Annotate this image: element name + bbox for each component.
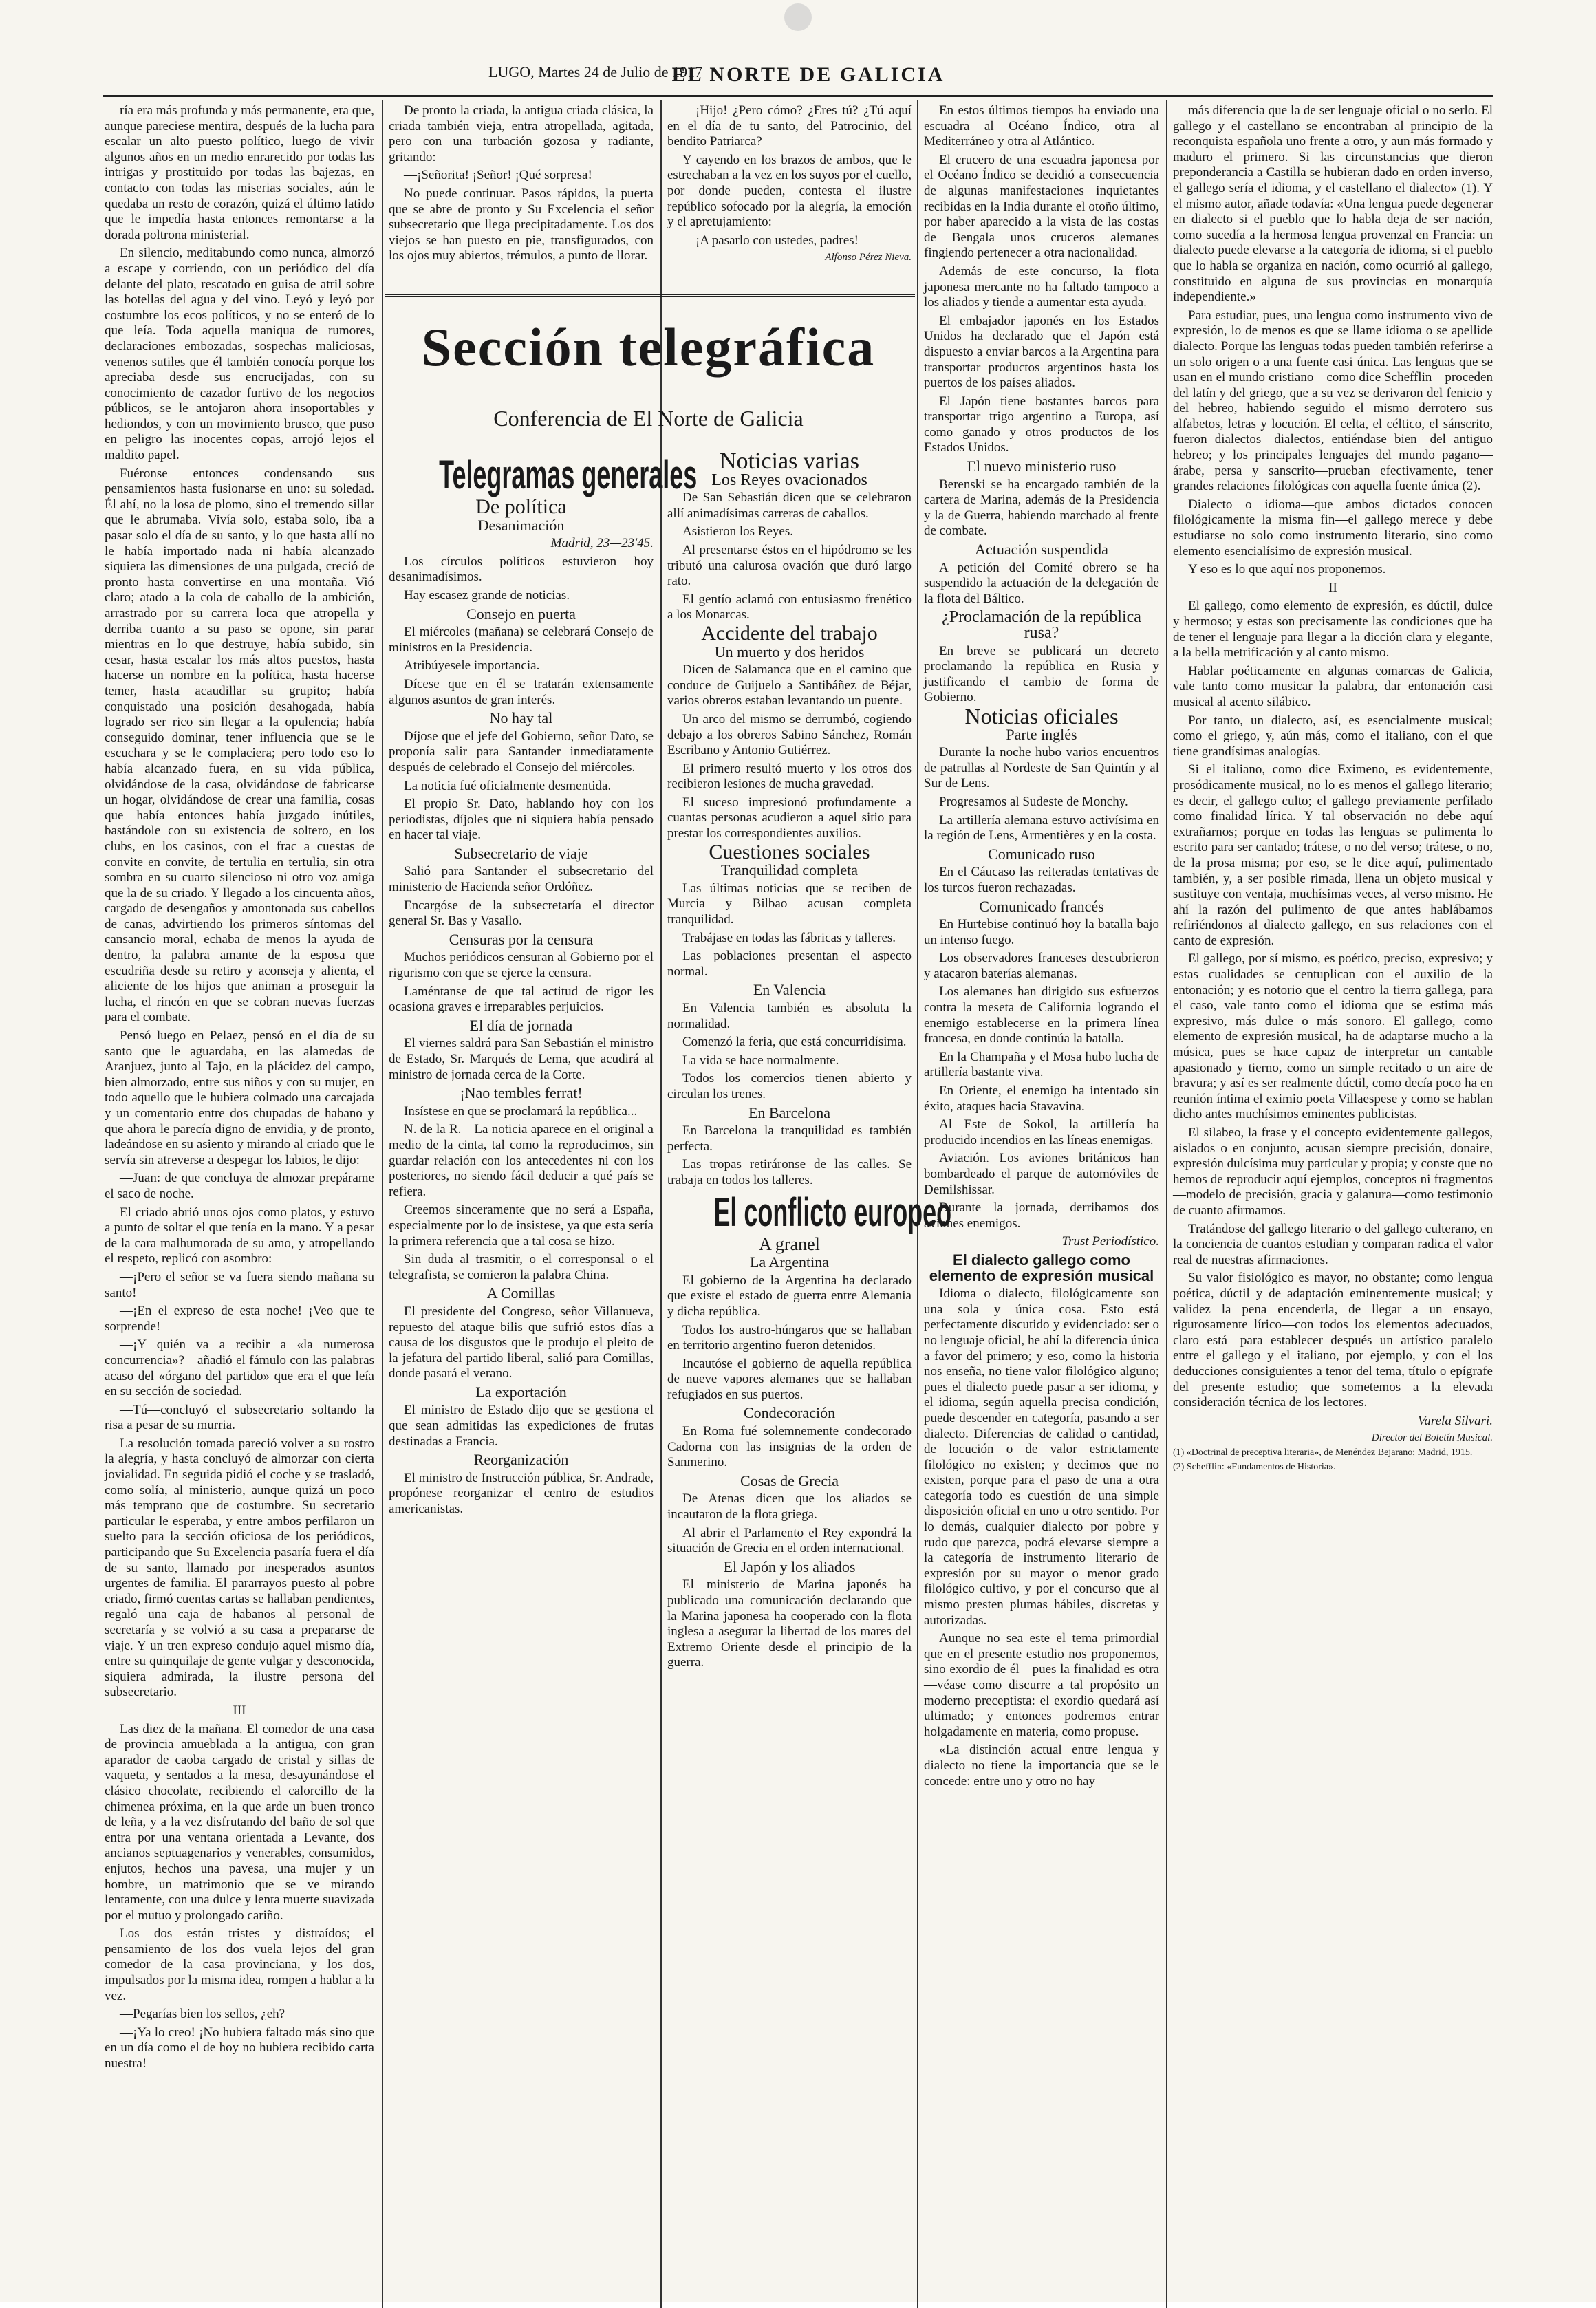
paragraph: Las poblaciones presentan el aspecto normal. [667,949,912,979]
paragraph: De San Sebastián dicen que se celebraron allí animadísimas carreras de caballos. [667,490,912,521]
subheading: Tranquilidad completa [721,861,858,879]
paragraph: En Hurtebise continuó hoy la batalla bajo un intenso fuego. [924,917,1159,947]
subheading: Los Reyes ovacionados [711,471,867,489]
paragraph: Y eso es lo que aquí nos proponemos. [1188,562,1386,577]
paragraph: Aviación. Los aviones británicos han bombardeado el parque de automóviles de Demilshissar. [924,1151,1159,1197]
paragraph: El suceso impresionó profundamente a cuantas personas acudieron a aquel sitio para prestar los correspondientes auxilios. [667,795,912,841]
paragraph: El ministerio de Marina japonés ha publicado una comunicación declarando que la Marina japonesa ha cooperado con la flota inglesa a asegurar la libertad de los mares del Extremo Oriente desde el principio de la guerra. [667,1577,912,1670]
subheading: La exportación [475,1383,567,1401]
paragraph: Pensó luego en Pelaez, pensó en el día de su santo que le aguardaba, en las alamedas de Aranjuez, junto al Tajo, en la plácidez del campo, bien almorzado, entre sus niños y con su mujer, en todo aquello que le hubiera colmado una carcajada y un comentario entre dos chupadas de habano y que ahora le parecía digno de envidia, y de pronto, ladeándose en su asiento y mirando al criado que le servía sin atreverse a despegar los labios, le dijo: [105,1028,374,1167]
subheading: Consejo en puerta [466,605,576,623]
column-3 [667,449,952,2277]
subheading: Actuación suspendida [975,541,1108,559]
subheading: Condecoración [743,1404,836,1422]
paragraph: El ministro de Instrucción pública, Sr. Andrade, propónese reorganizar el centro de estudios americanistas. [389,1470,654,1517]
header-paper-title: EL NORTE DE GALICIA [671,63,945,86]
subheading: Noticias varias [720,449,859,474]
paragraph: El viernes saldrá para San Sebastián el ministro de Estado, Sr. Marqués de Lema, que acudirá al ministro de jornada cerca de la Corte. [389,1036,654,1082]
paragraph: Además de este concurso, la flota japonesa mercante no ha faltado tampoco a los aliados y tiende a aumentar esta ayuda. [924,263,1159,310]
paragraph: Todos los austro-húngaros que se hallaban en territorio argentino fueron detenidos. [667,1322,912,1353]
paragraph: En Barcelona la tranquilidad es también perfecta. [667,1123,912,1154]
paragraph: La resolución tomada pareció volver a su rostro la alegría, y hasta concluyó de almorzar con cierta jovialidad. En seguida pidió el coche y se trasladó, como solía, al ministerio, aunque quizá un poco más temprano que de costumbre. Su secretario particular le esperaba, y entre ambos perfilaron un suelto para la sección oficiosa de los periódicos, participando que Su Excelencia pasaría fuera el día de su santo, llamado por inesperados asuntos urgentes de familia. El pararrayos puesto al pobre criado, firmó cuentas cartas se hallaban pendientes, regaló una caja de habanos al personal de secretaría y se volvió a su casa a prepararse de viaje. Y un tren expreso condujo aquel mismo día, entre su quinquilaje de gente vulgar y desconocida, siquiera admirada, la ilustre persona del subsecretario. [105,1436,374,1700]
footnote: (2) Schefflin: «Fundamentos de Historia». [1173,1462,1336,1473]
column-4 [924,103,1159,2277]
header-rule [103,95,1493,97]
paragraph: Los observadores franceses descubrieron y atacaron baterías alemanas. [924,951,1159,981]
paragraph: El crucero de una escuadra japonesa por el Océano Índico se decidió a consecuencia de algunas manifestaciones inquietantes recibidas en la India durante el otoño último, por haber aparecido a la vista de las costas de Bengala unos cruceros alemanes fingiendo pertenecer a otra nacionalidad. [924,152,1159,261]
subheading: Un muerto y dos heridos [714,643,865,660]
paragraph: Dicen de Salamanca que en el camino que conduce de Guijuelo a Santibáñez de Béjar, varios obreros estaban levantando un puente. [667,662,912,709]
section-heading: El dialecto gallego como elemento de expresión musical [929,1251,1154,1284]
paragraph: Salió para Santander el subsecretario del ministerio de Hacienda señor Ordóñez. [389,864,654,895]
paragraph: Al Este de Sokol, la artillería ha producido incendios en las líneas enemigas. [924,1117,1159,1147]
section-number: III [233,1703,246,1718]
section-subtitle: Conferencia de El Norte de Galicia [493,406,804,431]
paragraph: El miércoles (mañana) se celebrará Consejo de ministros en la Presidencia. [389,625,654,655]
footnote: (1) «Doctrinal de preceptiva literaria», de Menéndez Bejarano; Madrid, 1915. [1173,1447,1473,1458]
paragraph: Durante la noche hubo varios encuentros de patrullas al Nordeste de San Quintín y al Sur de Lens. [924,745,1159,791]
paragraph: Trabájase en todas las fábricas y talleres. [682,930,896,945]
paragraph: más diferencia que la de ser lenguaje oficial o no serlo. El gallego y el castellano se encontraban al principio de la reconquista española uno frente a otro, y aun más formado y maduro el primero. Si las circunstancias que dieron preponderancia a Castilla se hubieran dado en orden inverso, el gallego sería el idioma, y el castellano el dialecto» (1). Y el mismo autor, añade todavía: «Una lengua puede degenerar en dialecto si el pueblo que lo habla deja de ser nación, como sucedía a la hermosa lengua provenzal en Francia: un dialecto puede elevarse a la categoría de idioma, si el pueblo que lo habla se organiza en nación, como ocurrió al gallego, constituido en alguna de sus provincias en monarquía independiente.» [1173,103,1493,305]
subheading: Noticias oficiales [964,703,1119,729]
paragraph: Sin duda al trasmitir, o el corresponsal o el telegrafista, se comieron la palabra China. [389,1252,654,1282]
paragraph: N. de la R.—La noticia aparece en el original a medio de la cinta, tal como la reproducimos, sin guardar relación con los antecedentes ni con los posteriores, no siendo fácil deducir a qué país se refiera. [389,1122,654,1199]
paragraph: Al abrir el Parlamento el Rey expondrá la situación de Grecia en el orden internacional. [667,1525,912,1556]
paragraph: Para estudiar, pues, una lengua como instrumento vivo de expresión, lo de menos es que se llame idioma o se apellide dialecto. Porque las lenguas todas pueden también referirse a un solo origen o a una fuente casi única. Las lenguas que se usan en el mundo cristiano—como dice Schefflin—proceden del latín y del griego, que a su vez se derivaron del fenicio y del hebreo, habiendo seguido el mismo derrotero sus alfabetos, letras y locución. El celta, el céltico, el sánscrito, fueron dialectos—dialectos, entiéndase bien—del antiguo hebreo; y los principales lenguajes del mundo pagano—árabe, persa y sanscrito—prueban efectivamente, tener grandes relaciones filológicas con aquella fuente única (2). [1173,308,1493,494]
paragraph: El ministro de Estado dijo que se gestiona el que sean admitidas las expediciones de frutas destinadas a Francia. [389,1403,654,1449]
paragraph: En el Cáucaso las reiteradas tentativas de los turcos fueron rechazadas. [924,865,1159,895]
paragraph: Si el italiano, como dice Eximeno, es evidentemente, prosódicamente musical, no lo es menos el gallego literario; es decir, el gallego culto; el gallego previamente perfilado como finalidad lírica. Y tal observación no debe aquí extrañarnos; porque en todas las lenguas se pulimenta lo escrito para ser cantado; trátese, o no del verso; trátese, o no, de la prosa misma; por eso, se le dice aquí, pulimentado también, y, a ser posible rimada, llena un objeto musical y sustituye con ventaja, muchísimas veces, al verso mismo. He ahí la razón del pulimento de que antes hablábamos refiriéndonos al dialecto gallego, en sus relaciones con el canto de expresión. [1173,762,1493,948]
subheading: A Comillas [486,1284,556,1302]
subheading: Comunicado ruso [988,845,1095,863]
paragraph: Los círculos políticos estuvieron hoy desanimadísimos. [389,554,654,585]
paragraph: Los alemanes han dirigido sus esfuerzos contra la meseta de California logrando el enemigo establecerse en la primera línea francesa, en donde continúa la batalla. [924,984,1159,1046]
paragraph: —¡Hijo! ¿Pero cómo? ¿Eres tú? ¿Tú aquí en el día de tu santo, del Patrocinio, del bendito Patriarca? [667,103,912,149]
paragraph: Durante la jornada, derribamos dos aviones enemigos. [924,1200,1159,1231]
paragraph: En silencio, meditabundo como nunca, almorzó a escape y corriendo, con un periódico del día delante del plato, rescatado en guisa de atril sobre las botellas del agua y del vino. Leyó y leyó por costumbre los ecos políticos, y no se enteró de lo que leía. Toda aquella maniqua de rumores, declaraciones embozadas, sospechas maliciosas, venenos sutiles que él también conocía porque los apreciaba desde sus encrucijadas, con su conocimiento de cazador furtivo de los negocios públicos, se le antojaron ahora insoportables y hediondos, y con un movimiento brusco, que puso en peligro las inocentes copas, arrojó lejos el maldito papel. [105,246,374,463]
signature: Trust Periodístico. [1061,1234,1159,1249]
section-number: II [1328,580,1337,595]
paragraph: En estos últimos tiempos ha enviado una escuadra al Océano Índico, otra al Mediterráneo y otra al Atlántico. [924,103,1159,149]
paragraph: No puede continuar. Pasos rápidos, la puerta que se abre de pronto y Su Excelencia el señor subsecretario que llega precipitadamente. Los dos viejos se han puesto en pie, transfigurados, con los ojos muy abiertos, trémulos, a punto de llorar. [389,186,654,263]
paragraph: Las tropas retiráronse de las calles. Se trabaja en todos los talleres. [667,1157,912,1187]
paragraph: Díjose que el jefe del Gobierno, señor Dato, se proponía salir para Santander inmediatamente después de celebrado el Consejo del miércoles. [389,729,654,775]
paragraph: Un arco del mismo se derrumbó, cogiendo debajo a los obreros Sabino Sánchez, Román Escribano y Antonio Gutiérrez. [667,711,912,758]
paragraph: Los dos están tristes y distraídos; el pensamiento de los dos vuela lejos del gran comedor de la casa provinciana, y los dos, impulsados por la misma idea, rompen a hablar a la vez. [105,1926,374,2003]
paragraph: —¡Y quién va a recibir a «la numerosa concurrencia»?—añadió el fámulo con las palabras acaso del «órgano del partido» que era el que leía en su sección de sociedad. [105,1337,374,1399]
paragraph: Muchos periódicos censuran al Gobierno por el rigurismo con que se ejerce la censura. [389,950,654,981]
paragraph: Hablar poéticamente en algunas comarcas de Galicia, vale tanto como musicar la palabra, dar entonación casi musical al acento silábico. [1173,663,1493,709]
subheading: Censuras por la censura [449,930,594,948]
paragraph: —Juan: de que concluya de almozar prepárame el saco de noche. [105,1171,374,1201]
paragraph: Su valor fisiológico es mayor, no obstante; como lengua poética, dúctil y de adaptación eminentemente musical; y validez la pena encenderla, de llegar a un ensayo, rigurosamente lírico—con todos los elementos adecuados, claro está—para establecer después un artístico paralelo entre el gallego y el italiano, por ejemplo, y con el los deducciones consiguientes a tenor del tema, título o epígrafe del presente estudio; que sometemos a la elevada consideración técnica de los lectores. [1173,1271,1493,1410]
subheading: La Argentina [749,1253,830,1271]
paragraph: En la Champaña y el Mosa hubo lucha de artillería bastante viva. [924,1049,1159,1080]
paragraph: El gallego, por sí mismo, es poético, preciso, expresivo; y estas cualidades se centuplican con el auxilio de la entonación; y es notorio que el centro la tierra gallega, para el caso, vale tanto como el idioma que se estima más expresivo, más dulce o más sonoro. El gallego, como elemento de expresión musical, ha de adaptarse mucho a la música, pues se hace capaz de interpretar un cantable apasionado y tierno, como un simple recitado o un aire de bravura; y así es ser realmente dúctil, como decía poco ha en reunión íntima el eximio poeta Villaespese y como se hablan dicho antes muchísimos eminentes publicistas. [1173,951,1493,1122]
paragraph: En breve se publicará un decreto proclamando la república en Rusia y justificando el cambio de forma de Gobierno. [924,643,1159,705]
paragraph: Insístese en que se proclamará la república... [404,1103,638,1119]
paragraph: Laméntanse de que tal actitud de rigor les ocasiona graves e irreparables perjuicios. [389,984,654,1015]
paragraph: El criado abrió unos ojos como platos, y estuvo a punto de soltar el que tenía en la mano. Y a pesar de la cara malhumorada de su amo, y atropellando el respeto, replicó con asombro: [105,1205,374,1266]
signature-role: Director del Boletín Musical. [1371,1432,1493,1444]
paragraph: De Atenas dicen que los aliados se incautaron de la flota griega. [667,1491,912,1522]
subheading: Comunicado francés [979,897,1104,915]
subheading: Desanimación [477,516,565,534]
paragraph: El gentío aclamó con entusiasmo frenético a los Monarcas. [667,592,912,623]
paragraph: Todos los comercios tienen abierto y circulan los trenes. [667,1071,912,1101]
column-5 [1173,103,1493,2277]
paragraph: Aunque no sea este el tema primordial que en el presente estudio nos proponemos, sino exordio de él—pues la finalidad es otra—véase como discurre a tal propósito un moderno preceptista: el exordio quedará así ultimado; y entonces podremos entrar holgadamente en materia, como propuse. [924,1631,1159,1739]
paragraph: El embajador japonés en los Estados Unidos ha declarado que el Japón está dispuesto a enviar barcos a la Argentina para transportar productos argentinos hasta los puertos de los países aliados. [924,313,1159,391]
paragraph: Idioma o dialecto, filológicamente son una sola y única cosa. Esto está perfectamente discutido y evidenciado: ser o no lenguaje oficial, he ahí la diferencia única a favor del primero; y eso, como la historia nos enseña, no tiene valor filológico alguno; pues el dialecto puede pasar a ser idioma, y el idioma, según aquella precisa condición, puede descender en categoría, pasando a ser dialecto. Diferencias de calidad o cantidad, de locución o de valor estrictamente filológico no existen; y decimos que no existen, porque para el paso de una a otra categoría todo es cuestión de una simple disposición oficial en uno u otro sentido. Por lo demás, cualquier dialecto por pobre y rudo que parezca, podrá elevarse siempre a la categoría de instrumento literario de expresión por su mayor o menor grado filológico cultivo, y por el concurso que al mismo presten plumas hábiles, discretas y autorizadas. [924,1286,1159,1628]
signature: Alfonso Pérez Nieva. [825,252,912,263]
paragraph: Dialecto o idioma—que ambos dictados conocen filológicamente la misma fin—el gallego merece y debe estudiarse no solo como instrumento literario, sino como elemento esencialísimo de expresión musical. [1173,497,1493,559]
paragraph: Atribúyesele importancia. [404,658,540,673]
paragraph: A petición del Comité obrero se ha suspendido la actuación de la delegación de la flota del Báltico. [924,560,1159,606]
section-title: Sección telegráfica [421,317,876,377]
library-stamp-icon [784,3,812,31]
subheading: En Barcelona [748,1103,831,1121]
paragraph: Hay escasez grande de noticias. [404,587,570,603]
subheading: ¡Nao tembles ferrat! [460,1084,583,1102]
paragraph: Comenzó la feria, que está concurridísima. [682,1035,907,1050]
paragraph: Y cayendo en los brazos de ambos, que le estrechaban a la vez en los suyos por el cuello, por donde pueden, contesta el ilustre repúblico sofocado por la alegría, la emoción y el apretujamiento: [667,152,912,230]
paragraph: —¡A pasarlo con ustedes, padres! [682,233,859,248]
subheading: Reorganización [473,1451,569,1469]
paragraph: Al presentarse éstos en el hipódromo se les tributó una calurosa ovación que duró largo rato. [667,542,912,589]
section-heading: El conflicto europeo [713,1189,952,1235]
column-rule [1166,100,1167,2308]
paragraph: La artillería alemana estuvo activísima en la región de Lens, Armentières y en la costa. [924,812,1159,843]
paragraph: —Pegarías bien los sellos, ¿eh? [120,2007,285,2022]
paragraph: En Roma fué solemnemente condecorado Cadorna con las insignias de la orden de Sanmerino. [667,1424,912,1470]
paragraph: —Tú—concluyó el subsecretario soltando la risa a pesar de su murria. [105,1402,374,1433]
page-header [385,63,1231,94]
column-3-top [667,103,912,289]
column-2 [389,453,698,2277]
paragraph: Por tanto, un dialecto, así, es esencialmente musical; como el griego, y, aún más, como el italiano, con el que tiene grandísimas analogías. [1173,713,1493,759]
paragraph: En Valencia también es absoluta la normalidad. [667,1001,912,1031]
paragraph: Tratándose del gallego literario o del gallego culterano, en la conciencia de cuantos estudian y comparan radica el valor real de nuestras afirmaciones. [1173,1221,1493,1267]
subheading: Subsecretario de viaje [454,844,588,862]
paragraph: —¡Pero el señor se va fuera siendo mañana su santo! [105,1269,374,1300]
paragraph: Creemos sinceramente que no será a España, especialmente por lo de insistese, ya que esta sería la primera referencia que a tal cosa se hizo. [389,1202,654,1249]
subheading: Cosas de Grecia [740,1471,839,1489]
paragraph: «La distinción actual entre lengua y dialecto no tiene la importancia que se le concede: entre uno y otro no hay [924,1743,1159,1789]
paragraph: El propio Sr. Dato, hablando hoy con los periodistas, díjoles que ni siquiera había pensado en hacer tal viaje. [389,797,654,843]
paragraph: Asistieron los Reyes. [682,524,793,539]
column-1 [105,103,374,2277]
subheading: De política [475,495,567,518]
subheading: ¿Proclamación de la república rusa? [942,608,1141,642]
paragraph: —¡Señorita! ¡Señor! ¡Qué sorpresa! [404,168,592,183]
dateline: Madrid, 23—23'45. [550,536,654,551]
paragraph: Berenski se ha encargado también de la cartera de Marina, además de la Presidencia y la de Guerra, habiendo marchado al frente de combate. [924,477,1159,539]
subheading: Accidente del trabajo [701,621,878,645]
paragraph: Dícese que en él se tratarán extensamente algunos asuntos de gran interés. [389,676,654,707]
paragraph: El Japón tiene bastantes barcos para transportar trigo argentino a Europa, así como ganado y otros productos de los Estados Unidos. [924,393,1159,455]
paragraph: De pronto la criada, la antigua criada clásica, la criada también vieja, entra atropellada, agitada, pero con una turbación gozosa y radiante, gritando: [389,103,654,164]
paragraph: El presidente del Congreso, señor Villanueva, repuesto del ataque bilis que sufrió estos días a causa de los disgustos que le produjo el pleito de la jefatura del partido liberal, salió para Comillas, donde pasará el verano. [389,1304,654,1381]
paragraph: —¡En el expreso de esta noche! ¡Veo que te sorprende! [105,1304,374,1334]
paragraph: Incautóse el gobierno de aquella república de nueve vapores alemanes que se hallaban refugiados en sus puertos. [667,1356,912,1402]
section-rule [385,294,915,297]
paragraph: Las últimas noticias que se reciben de Murcia y Bilbao acusan completa tranquilidad. [667,881,912,927]
subheading: Cuestiones sociales [709,840,870,863]
subheading: No hay tal [489,709,553,727]
paragraph: Fuéronse entonces condensando sus pensamientos hasta fusionarse en uno: su soledad. Él ahí, no la losa de plomo, sino el tremendo sillar que le abrumaba. Vivía solo, estaba solo, iba a pasar solo el día de su santo, y lo que hasta allí no le había importado nada ni había alcanzado siquiera las dimensiones de una pulgada, creció de pronto hasta convertirse en una montaña. Vió claro; atado a la cola de caballo de la ambición, arrastrado por su carrera loca que atropella y derriba cuanto a su paso se opone, sin parar mientras en lo que destruye, había subido, sin cesar, hasta escalar los más altos puestos, hasta hacerse un nombre en la política, hasta hacerse temer, hasta acaudillar su grupito; había conquistado una posición desahogada, había logrado ser rico sin llegar a la opulencia; había conseguido dominar, tener influencia que se le escuchara y se le complaciera; pero todo eso lo había alcanzado fuera, en su vida pública, olvidándose de la casa, olvidándose de fabricarse un hogar, olvidándose de crear una familia, cosas que había entonces había juzgado inútiles, bastándole con su existencia de soltero, en los clubs, en los casinos, con el frac a cuestas de convite en convite, de tertulia en tertulia, sin otra sombra en su cuarto silencioso ni otro voz amiga que la de su criado. Y llegado a los cincuenta años, cargado de desengaños y amontonada sus cabellos de canas, advirtiendo los primeros síntomas del cansancio moral, echaba de menos la ayuda de dentro, la palabra amante de la esposa que escudriña desde su retiro y aconseja y alienta, el aliciente de los hijos que animan a proseguir la lucha, el rincón en que se cobran nuevas fuerzas para el combate. [105,466,374,1025]
subheading: El nuevo ministerio ruso [967,457,1117,475]
subheading: El día de jornada [469,1016,573,1034]
section-heading: Telegramas generales [439,453,698,497]
paragraph: El gobierno de la Argentina ha declarado que existe el estado de guerra entre Alemania y dicha república. [667,1273,912,1319]
paragraph: Progresamos al Sudeste de Monchy. [939,794,1128,809]
paragraph: El gallego, como elemento de expresión, es dúctil, dulce y hermoso; y estas son precisamente las condiciones que ha de tener el lenguaje para llegar a la dicción clara y elegante, a la bella metrificación y al canto mismo. [1173,598,1493,660]
header-place-date: LUGO, Martes 24 de Julio de 1917 [488,63,703,80]
paragraph: El silabeo, la frase y el concepto evidentemente gallegos, aislados o en conjunto, acusan siempre precisión, donaire, expresión dulcísima muy particular y propia; y conste que no hemos de reproducir aquí ejemplos, conceptos ni fragmentos—modelo de precisión, gracia y galanura—como testimonio de cuanto afirmamos. [1173,1125,1493,1218]
subheading: En Valencia [753,981,826,999]
paragraph: La vida se hace normalmente. [682,1053,839,1068]
paragraph: —¡Ya lo creo! ¡No hubiera faltado más sino que en un día como el de hoy no hubiera recibido carta nuestra! [105,2025,374,2071]
subheading: El Japón y los aliados [723,1557,856,1575]
paragraph: Las diez de la mañana. El comedor de una casa de provincia amueblada a la antigua, con gran aparador de caoba cargado de cristal y sillas de vaqueta, y sentados a la mesa, desayunándose el clásico chocolate, recibiendo el calorcillo de la chimenea próxima, en la que arde un buen tronco de leña, y a la vez disfrutando del baño de sol que entra por una ventana orientada a Levante, dos ancianos septuagenarios y venerables, consumidos, enjutos, hechos una pavesa, una mujer y un hombre, un matrimonio que se ve mirando lentamente, con una dulce y lenta muerte suavizada por el mutuo y prolongado cariño. [105,1721,374,1923]
subheading: Parte inglés [1006,725,1077,743]
column-2-top [389,103,654,289]
signature: Varela Silvari. [1417,1413,1493,1428]
subheading: A granel [759,1233,820,1254]
paragraph: El primero resultó muerto y los otros dos recibieron lesiones de mucha gravedad. [667,761,912,792]
paragraph: Encargóse de la subsecretaría el director general Sr. Bas y Vasallo. [389,898,654,929]
paragraph: En Oriente, el enemigo ha intentado sin éxito, ataques hacia Stavavina. [924,1083,1159,1114]
paragraph: ría era más profunda y más permanente, era que, aunque pareciese mentira, después de la lucha para escalar un alto puesto político, luego de vivir algunos años en un medio enrarecido por todas las intrigas y prostituido por todas las bajezas, en contacto con todas las miserias sociales, aún le quedaba un resto de corazón, quizá el último latido que le impedía hasta entonces remontarse a la dorada poltrona ministerial. [105,103,374,242]
paragraph: La noticia fué oficialmente desmentida. [404,778,612,793]
